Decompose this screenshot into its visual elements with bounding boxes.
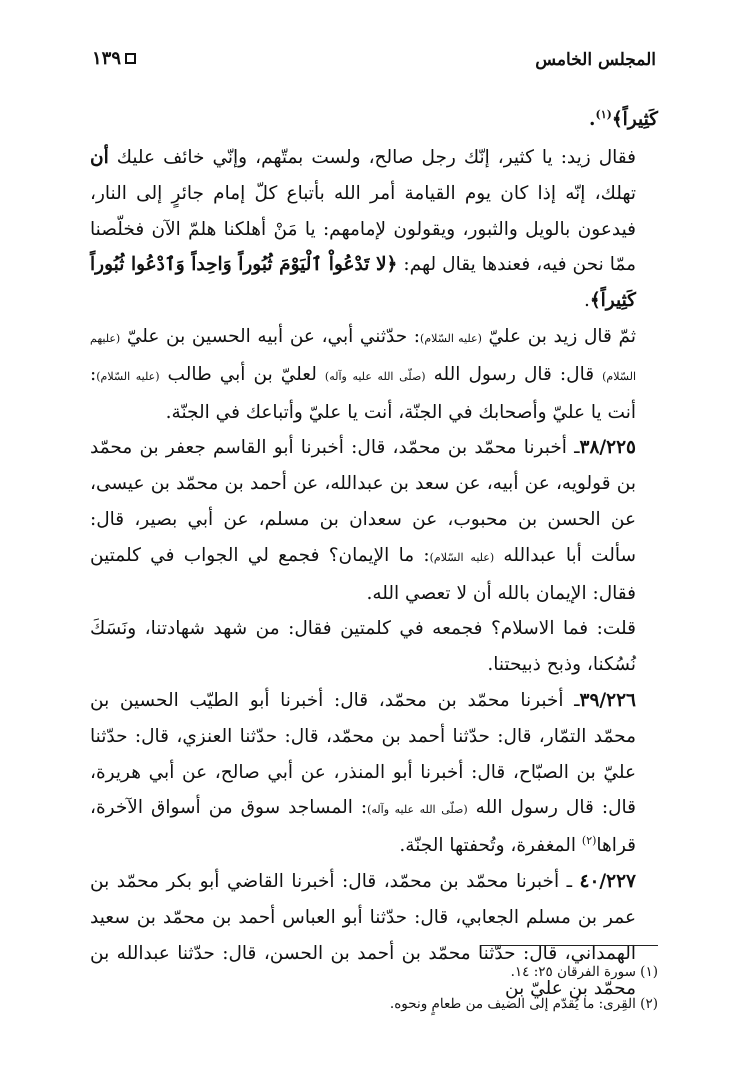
zayd-speech-bold-word: أن xyxy=(90,147,109,168)
quote-period: . xyxy=(589,109,596,130)
quran-quote-end: كَثِيراً﴾ xyxy=(611,109,658,130)
hadith-225-text-b: : ما الإيمان؟ فجمع لي الجواب في كلمتين فقال: الإيمان بالله أن لا تعصي الله. xyxy=(90,544,636,604)
narration-text-e: : أنت يا عليّ وأصحابك في الجنّة، أنت يا عليّ وأتباعك في الجنّة. xyxy=(90,363,636,423)
hadith-225-text-a: ـ أخبرنا محمّد بن محمّد، قال: أخبرنا أبو القاسم جعفر بن محمّد بن قولويه، عن أبيه، عن سعد بن عبدالله، عن أحمد بن محمّد بن عيسى، عن الحسن بن محبوب، عن سعدان بن مسلم، عن أبي بصير، قال: سألت أبا عبدالله xyxy=(90,437,636,566)
footnote-divider xyxy=(480,945,658,946)
hadith-226-text-b: : المساجد سوق من أسواق الآخرة، قراها xyxy=(90,797,636,857)
honorific-1: (عليه السّلام) xyxy=(420,331,482,345)
footnote-2: (٢) القِرى: ما يُقدّم إلى الضيف من طعامٍ ونحوه. xyxy=(389,996,658,1012)
hadith-number-227: ٤٠/٢٢٧ xyxy=(579,870,636,892)
paragraph-zayd-narration xyxy=(90,319,658,430)
zayd-speech-text-b: تهلك، إنّه إذا كان يوم القيامة أمر الله بأتباع كلّ إمام جائرٍ إلى النار، فيدعون بالويل والثبور، ويقولون لإمامهم: يا مَنْ أهلكنا هلمّ الآن فخلّصنا ممّا نحن فيه، فعندها يقال لهم: xyxy=(90,182,636,276)
running-title: المجلس الخامس xyxy=(535,50,656,70)
hadith-225-text-c: قلت: فما الاسلام؟ فجمعه في كلمتين فقال: من شهد شهادتنا، ونَسَكَ نُسُكنا، وذبح ذبيحتنا. xyxy=(90,618,636,676)
hadith-226 xyxy=(90,683,658,864)
page-number-value: ١٣٩ xyxy=(92,48,122,69)
square-box-icon xyxy=(125,53,136,64)
honorific-4: (عليه السّلام) xyxy=(96,369,160,383)
hadith-number-226: ٣٩/٢٢٦ xyxy=(579,689,636,711)
footnote-ref-1: (١) xyxy=(595,107,612,121)
narration-text-b: : حدّثني أبي، عن أبيه الحسين بن عليّ xyxy=(120,325,421,347)
hadith-226-text-c: المغفرة، وتُحفتها الجنّة. xyxy=(399,835,582,857)
narration-text-a: ثمّ قال زيد بن عليّ xyxy=(481,325,636,347)
honorific-2: (عليهم السّلام) xyxy=(90,331,636,383)
footnotes xyxy=(90,956,658,1020)
zayd-speech-text-a: فقال زيد: يا كثير، إنّك رجل صالح، ولست بمتّهم، وإنّي خائف عليك xyxy=(108,147,636,168)
quran-quote: ﴿لا تَدْعُواْ ٱلْيَوْمَ ثُبُوراً وَاحِداً وَٱدْعُوا ثُبُوراً كَثِيراً﴾ xyxy=(90,254,636,312)
hadith-225-honorific: (عليه السّلام) xyxy=(429,550,495,564)
hadith-number-225: ٣٨/٢٢٥ xyxy=(579,437,636,459)
hadith-226-text-a: ـ أخبرنا محمّد بن محمّد، قال: أخبرنا أبو الطيّب الحسين بن محمّد التمّار، قال: حدّثنا أحمد بن محمّد، قال: حدّثنا العنزي، قال: حدّثنا عليّ بن الصبّاح، قال: أخبرنا أبو المنذر، عن أبي صالح، عن أبي هريرة، قال: قال رسول الله xyxy=(90,689,636,819)
hadith-226-honorific: (صلّى الله عليه وآله) xyxy=(367,803,468,817)
main-text xyxy=(90,100,658,1007)
zayd-speech-end: . xyxy=(583,290,590,312)
footnote-ref-2: (٢) xyxy=(581,833,597,847)
narration-text-c: قال: قال رسول الله xyxy=(425,363,603,385)
quote-continuation xyxy=(90,100,658,140)
page-header xyxy=(92,44,656,78)
page-number xyxy=(92,48,136,69)
hadith-227-text-a: ـ أخبرنا محمّد بن محمّد، قال: أخبرنا القاضي أبو بكر محمّد بن عمر بن مسلم الجعابي، قال: حدّثنا أبو العباس أحمد بن محمّد بن سعيد الهمداني، قال: حدّثنا محمّد بن أحمد بن الحسن، قال: حدّثنا عبدالله بن محمّد بن عليّ بن xyxy=(90,870,636,1000)
hadith-225 xyxy=(90,430,658,611)
paragraph-zayd-speech xyxy=(90,140,658,319)
narration-text-d: لعليّ بن أبي طالب xyxy=(159,363,325,385)
hadith-225-continuation xyxy=(90,611,658,683)
footnote-1: (١) سورة الفرقان ٢٥: ١٤. xyxy=(510,964,658,980)
honorific-3: (صلّى الله عليه وآله) xyxy=(324,369,426,383)
